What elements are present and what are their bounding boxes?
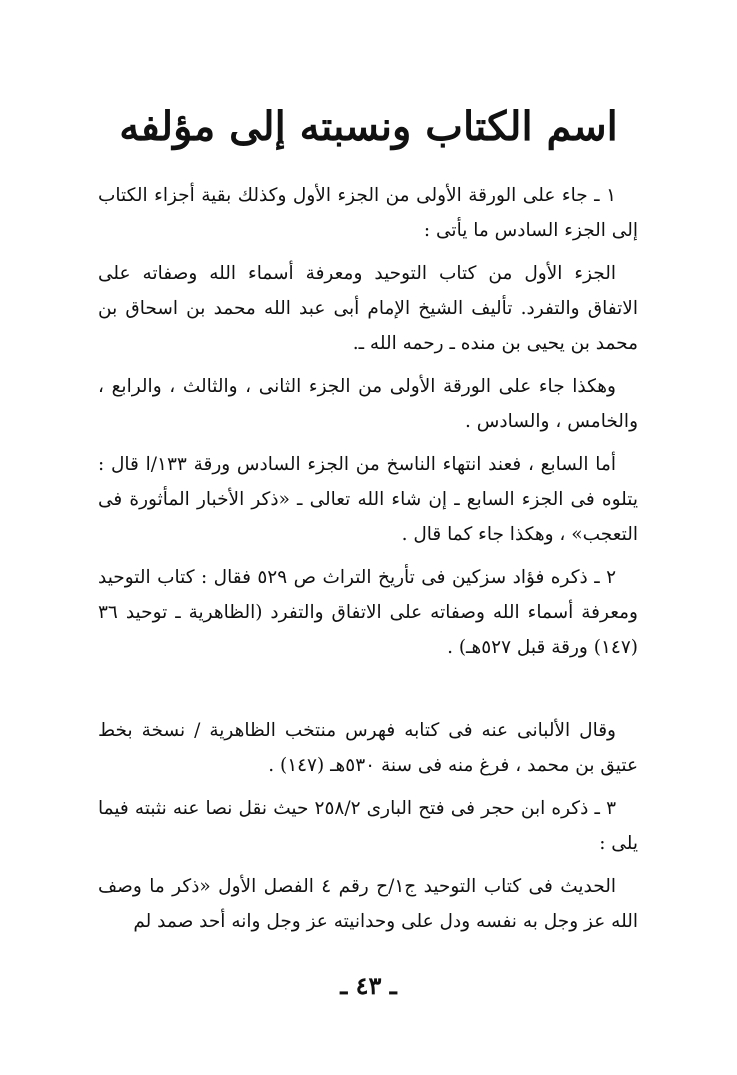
body-text	[98, 178, 638, 947]
paragraph-6: وقال الألبانى عنه فى كتابه فهرس منتخب الظاهرية / نسخة بخط عتيق بن محمد ، فرغ منه فى سنة ٥٣٠هـ (١٤٧) .	[98, 720, 638, 776]
chapter-title: اسم الكتاب ونسبته إلى مؤلفه	[119, 103, 618, 150]
paragraph-2: الجزء الأول من كتاب التوحيد ومعرفة أسماء الله وصفاته على الاتفاق والتفرد. تأليف الشيخ الإمام أبى عبد الله محمد بن اسحاق بن محمد بن يحيى بن منده ـ رحمه الله ـ.	[98, 263, 638, 354]
paragraph-7: ٣ ـ ذكره ابن حجر فى فتح البارى ٢٥٨/٢ حيث نقل نصا عنه نثبته فيما يلى :	[98, 798, 638, 854]
paragraph-3: وهكذا جاء على الورقة الأولى من الجزء الثانى ، والثالث ، والرابع ، والخامس ، والسادس .	[98, 376, 638, 432]
paragraph-8: الحديث فى كتاب التوحيد ج١/ح رقم ٤ الفصل الأول «ذكر ما وصف الله عز وجل به نفسه ودل على وحدانيته عز وجل وانه أحد صمد لم	[98, 876, 638, 932]
paragraph-1: ١ ـ جاء على الورقة الأولى من الجزء الأول وكذلك بقية أجزاء الكتاب إلى الجزء السادس ما يأتى :	[98, 185, 638, 241]
paragraph-5: ٢ ـ ذكره فؤاد سزكين فى تأريخ التراث ص ٥٢٩ فقال : كتاب التوحيد ومعرفة أسماء الله وصفاته على الاتفاق والتفرد (الظاهرية ـ توحيد ٣٦ (١٤٧) ورقة قبل ٥٢٧هـ) .	[98, 567, 638, 658]
paragraph-4: أما السابع ، فعند انتهاء الناسخ من الجزء السادس ورقة ١٣٣/ا قال : يتلوه فى الجزء السابع ـ إن شاء الله تعالى ـ «ذكر الأخبار المأثورة فى التعجب» ، وهكذا جاء كما قال .	[98, 454, 638, 545]
page-number: ـ ٤٣ ـ	[340, 971, 397, 1000]
